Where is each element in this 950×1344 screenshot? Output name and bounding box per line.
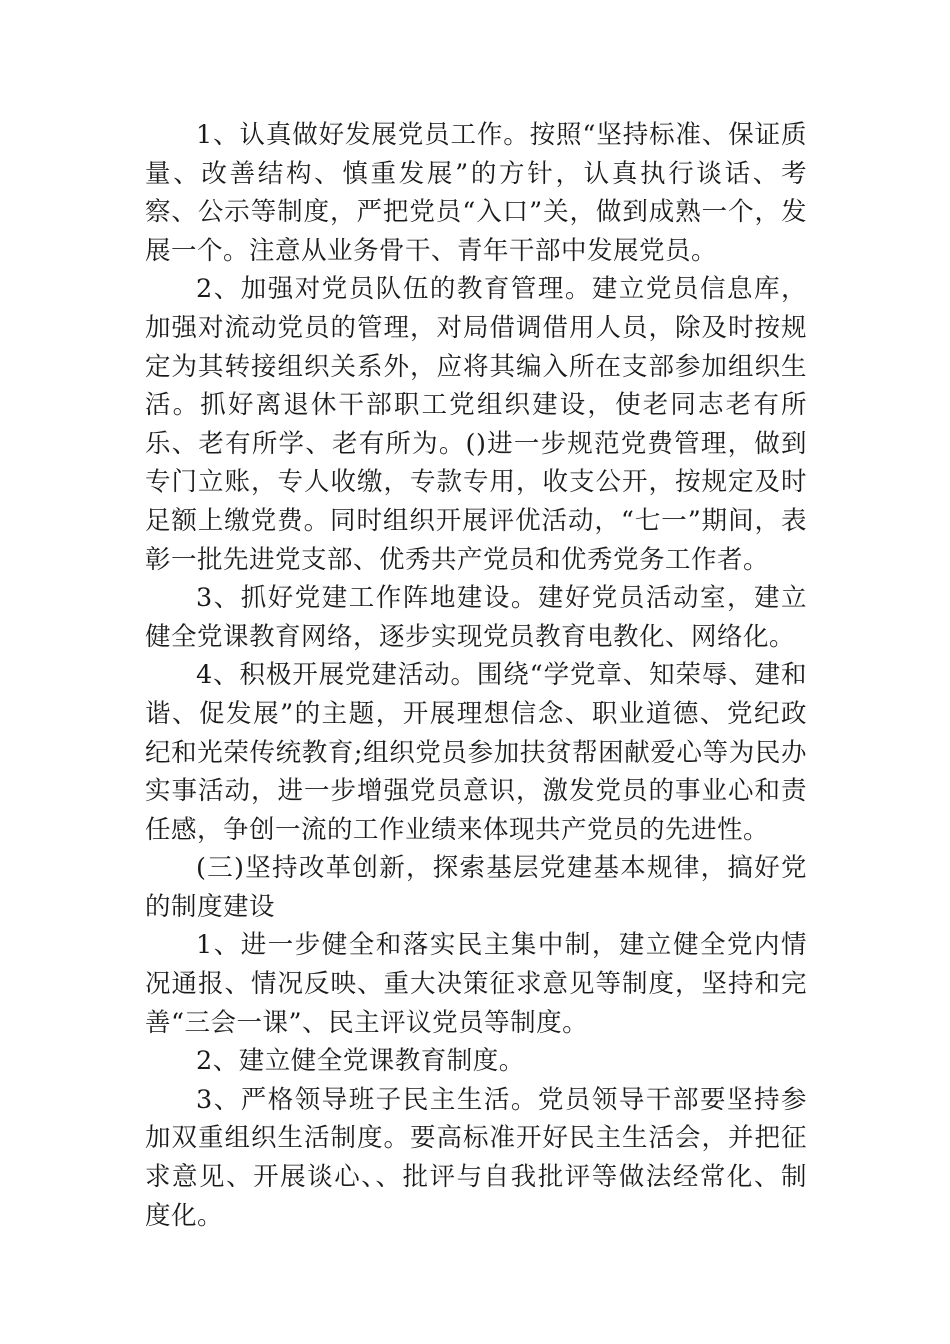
paragraph-position-construction: 3、抓好党建工作阵地建设。建好党员活动室，建立健全党课教育网络，逐步实现党员教育电教化、网络化。	[145, 583, 807, 652]
document-body	[145, 116, 807, 1235]
paragraph-leadership-democratic-life: 3、严格领导班子民主生活。党员领导干部要坚持参加双重组织生活制度。要高标准开好民主生活会，并把征求意见、开展谈心、、批评与自我批评等做法经常化、制度化。	[145, 1084, 807, 1231]
paragraph-develop-members: 1、认真做好发展党员工作。按照“坚持标准、保证质量、改善结构、慎重发展”的方针，认真执行谈话、考察、公示等制度，严把党员“入口”关，做到成熟一个，发展一个。注意从业务骨干、青年干部中发展党员。	[145, 120, 807, 266]
paragraph-education-management: 2、加强对党员队伍的教育管理。建立党员信息库，加强对流动党员的管理，对局借调借用人员，除及时按规定为其转接组织关系外，应将其编入所在支部参加组织生活。抓好离退休干部职工党组织建设，使老同志老有所乐、老有所学、老有所为。()进一步规范党费管理，做到专门立账，专人收缴，专款专用，收支公开，按规定及时足额上缴党费。同时组织开展评优活动，“七一”期间，表彰一批先进党支部、优秀共产党员和优秀党务工作者。	[145, 274, 807, 575]
section-heading-reform-innovation: (三)坚持改革创新，探索基层党建基本规律，搞好党的制度建设	[145, 853, 807, 922]
paragraph-democratic-centralism: 1、进一步健全和落实民主集中制，建立健全党内情况通报、情况反映、重大决策征求意见等制度，坚持和完善“三会一课”、民主评议党员等制度。	[145, 930, 807, 1038]
paragraph-party-lecture-system: 2、建立健全党课教育制度。	[196, 1046, 525, 1077]
paragraph-party-activities: 4、积极开展党建活动。围绕“学党章、知荣辱、建和谐、促发展”的主题，开展理想信念、职业道德、党纪政纪和光荣传统教育;组织党员参加扶贫帮困献爱心等为民办实事活动，进一步增强党员意识，激发党员的事业心和责任感，争创一流的工作业绩来体现共产党员的先进性。	[145, 660, 807, 845]
